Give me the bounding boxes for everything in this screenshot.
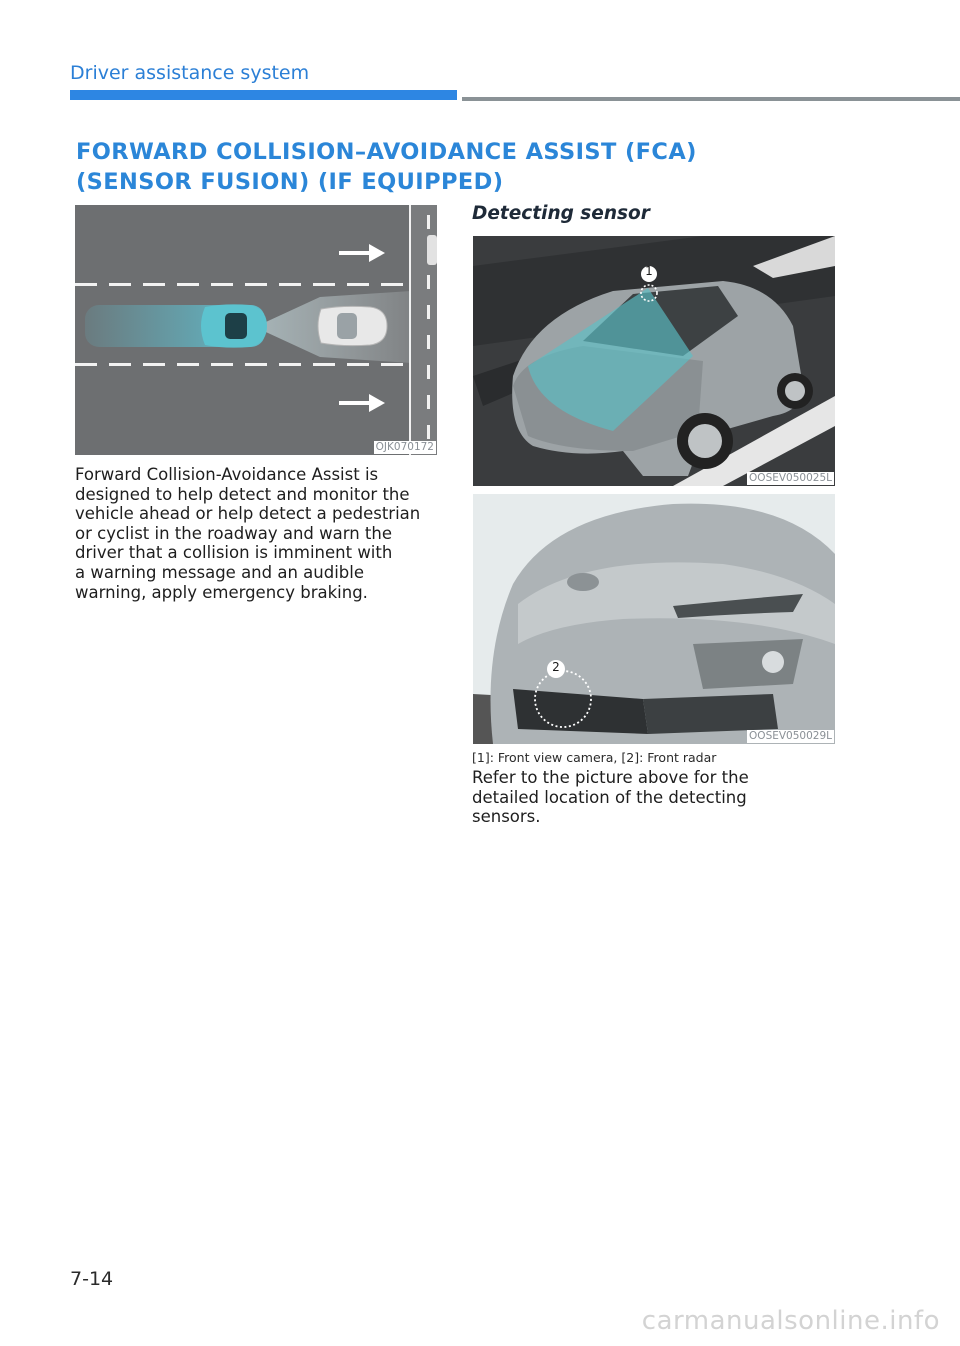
page-number: 7-14 [70,1268,114,1290]
sensor-line: sensors. [472,807,541,827]
figure-front-camera [473,236,835,486]
intro-line: vehicle ahead or help detect a pedestrian [75,504,421,524]
figure-code: OOSEV050025L [749,472,832,484]
detecting-sensor-heading: Detecting sensor [472,203,650,224]
intro-line: Forward Collision-Avoidance Assist is [75,465,379,484]
figure-code: OJK070172 [375,441,434,453]
sensor-line: detailed location of the detecting [472,787,747,807]
intro-paragraph [75,465,455,602]
lamp-cluster [693,639,803,689]
watermark: carmanualsonline.info [641,1306,940,1336]
road-illustration [75,205,437,455]
intro-line: designed to help detect and monitor the [75,484,410,504]
radar-illustration [473,494,835,744]
figure-road-fca [75,205,437,455]
section-label: Driver assistance system [70,62,310,84]
intro-line: driver that a collision is imminent with [75,543,393,563]
intro-line: a warning message and an audible [75,562,365,582]
figure-code: OOSEV050029L [749,730,832,742]
title-line-2: (SENSOR FUSION) (IF EQUIPPED) [76,169,504,195]
header-rule-grey [462,97,960,101]
marker-2-label: 2 [552,660,560,674]
title-line-1: FORWARD COLLISION–AVOIDANCE ASSIST (FCA) [76,139,697,165]
intro-line: or cyclist in the roadway and warn the [75,523,393,543]
page-title [76,137,836,197]
sensor-line: Refer to the picture above for the [472,768,749,787]
marker-1-label: 1 [645,264,653,278]
intro-line: warning, apply emergency braking. [75,582,368,602]
header-rule-blue [70,90,457,100]
figure-caption: [1]: Front view camera, [2]: Front radar [472,750,717,765]
sensor-paragraph [472,768,852,827]
figure-front-radar [473,494,835,744]
